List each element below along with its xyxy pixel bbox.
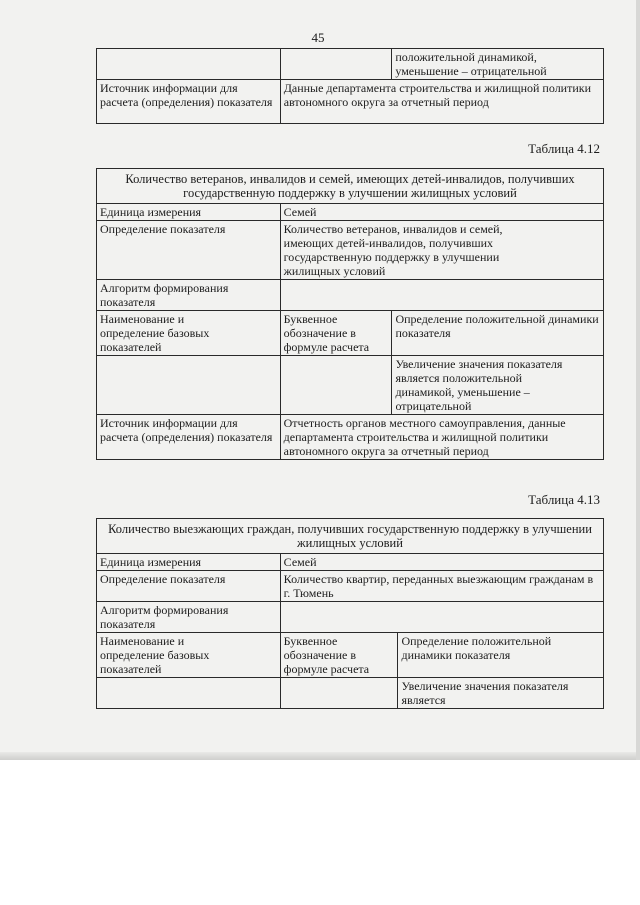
table-4-13-empty-a <box>97 678 281 709</box>
caption-table-4-12: Таблица 4.12 <box>528 141 600 156</box>
table-4-12-empty-b <box>280 356 392 415</box>
table-4-12-algorithm-value <box>280 280 603 311</box>
table-4-12-unit-value: Семей <box>280 204 603 221</box>
cont-source-value: Данные департамента строительства и жилищной политики автономного округа за отчетный период <box>280 80 603 124</box>
page-number: 45 <box>311 30 325 45</box>
table-4-12-algorithm-label: Алгоритм формирования показателя <box>97 280 281 311</box>
cont-dynamics-text: положительной динамикой, уменьшение – отрицательной <box>392 49 604 80</box>
table-4-12-base-label: Наименование и определение базовых показателей <box>97 311 281 356</box>
table-4-13-algorithm-label: Алгоритм формирования показателя <box>97 602 281 633</box>
table-4-13-unit-value: Семей <box>280 554 603 571</box>
table-4-13-title: Количество выезжающих граждан, получивших государственную поддержку в улучшении жилищных условий <box>97 519 604 554</box>
table-4-12-source-label: Источник информации для расчета (определения) показателя <box>97 415 281 460</box>
table-4-12-empty-a <box>97 356 281 415</box>
table-4-12-definition-value: Количество ветеранов, инвалидов и семей, имеющих детей-инвалидов, получивших государственную поддержку в улучшении жилищных условий <box>280 221 603 280</box>
table-4-12-source-value: Отчетность органов местного самоуправления, данные департамента строительства и жилищной политики автономного округа за отчетный период <box>280 415 603 460</box>
table-4-13-definition-value: Количество квартир, переданных выезжающим гражданам в г. Тюмень <box>280 571 603 602</box>
cont-source-label: Источник информации для расчета (определения) показателя <box>97 80 281 124</box>
table-4-13-algorithm-value <box>280 602 603 633</box>
table-4-13-base-label: Наименование и определение базовых показателей <box>97 633 281 678</box>
table-4-12-unit-label: Единица измерения <box>97 204 281 221</box>
table-4-13-letter-label: Буквенное обозначение в формуле расчета <box>280 633 398 678</box>
table-4-13-positive-label: Определение положительной динамики показателя <box>398 633 604 678</box>
table-4-12-definition-label: Определение показателя <box>97 221 281 280</box>
table-4-12-increase-text: Увеличение значения показателя является положительной динамикой, уменьшение – отрицательной <box>392 356 604 415</box>
table-4-13 <box>96 518 604 709</box>
table-4-12-letter-label: Буквенное обозначение в формуле расчета <box>280 311 392 356</box>
table-4-12 <box>96 168 604 460</box>
caption-table-4-13: Таблица 4.13 <box>528 492 600 507</box>
scan-bottom-edge <box>0 752 640 760</box>
table-4-13-unit-label: Единица измерения <box>97 554 281 571</box>
table-4-13-definition-label: Определение показателя <box>97 571 281 602</box>
table-4-13-increase-text: Увеличение значения показателя является <box>398 678 604 709</box>
table-4-12-title: Количество ветеранов, инвалидов и семей, имеющих детей-инвалидов, получивших государственную поддержку в улучшении жилищных условий <box>97 169 604 204</box>
table-4-13-empty-b <box>280 678 398 709</box>
cont-cell-empty-1 <box>97 49 281 80</box>
table-4-12-positive-label: Определение положительной динамики показателя <box>392 311 604 356</box>
cont-cell-empty-2 <box>280 49 392 80</box>
table-continuation <box>96 48 604 124</box>
